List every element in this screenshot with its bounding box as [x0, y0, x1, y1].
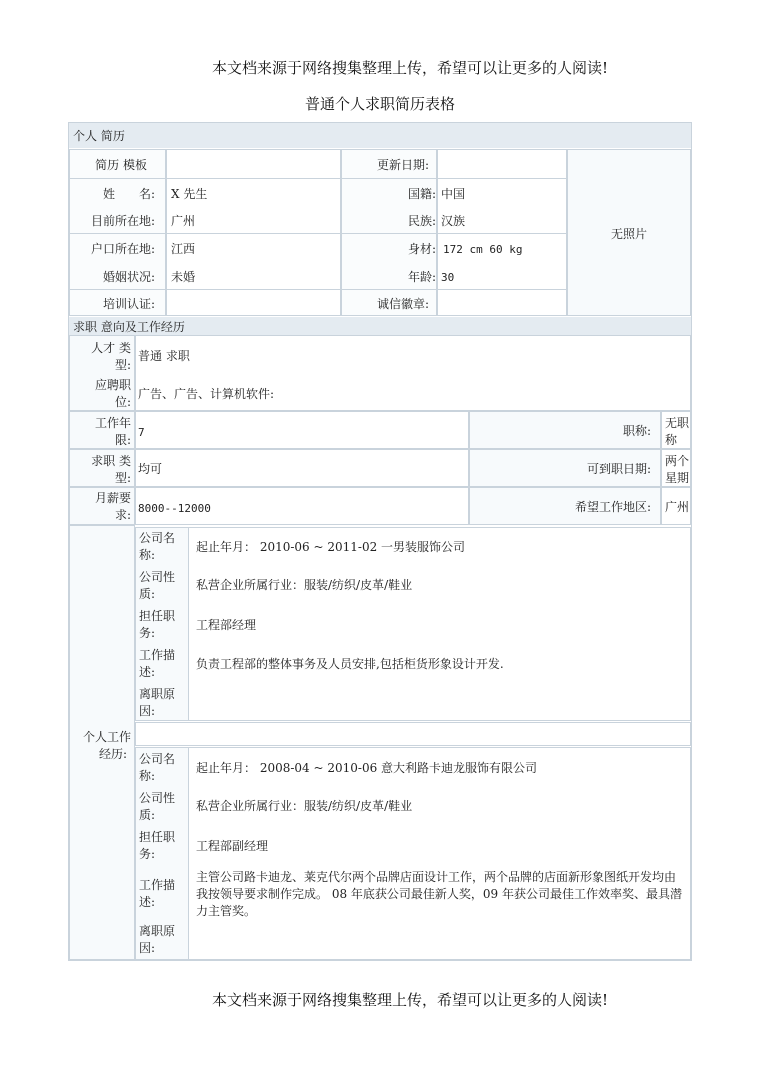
job-2-company-label-2: 称:	[139, 769, 156, 783]
age-label: 年龄:	[407, 270, 436, 284]
position-value: 广告、广告、计算机软件:	[138, 387, 275, 401]
job-1-company-label-2: 称:	[139, 548, 156, 562]
section-intent: 求职 意向及工作经历	[69, 317, 691, 335]
age-value: 30	[441, 271, 455, 284]
jobtype-label-1: 求职 类	[91, 454, 131, 468]
name-value: X 先生	[171, 187, 208, 201]
years-label-1: 工作年	[94, 416, 131, 430]
area-label: 希望工作地区:	[574, 500, 651, 514]
ethnicity-label: 民族:	[407, 214, 436, 228]
job-1-role-value: 工程部经理	[196, 618, 257, 632]
years-value-cell	[135, 411, 469, 449]
salary-label-1: 月薪要	[94, 491, 131, 505]
job-2-company-label-1: 公司名	[139, 752, 176, 766]
location-value: 广州	[171, 214, 196, 228]
job-2-nature-label-2: 质:	[139, 808, 156, 822]
resume-template-label: 简历 模板	[95, 158, 147, 172]
years-label-2: 限:	[114, 433, 131, 447]
title-value-2: 称	[665, 433, 678, 447]
job-2-role-label-1: 担任职	[139, 830, 176, 844]
job-2-company-value: 起止年月： 2008-04 ~ 2010-06 意大利路卡迪龙服饰有限公司	[196, 761, 538, 775]
job-1-role-label-1: 担任职	[139, 609, 176, 623]
hukou-value: 江西	[171, 242, 196, 256]
job-1-nature-label-2: 质:	[139, 587, 156, 601]
job-2-desc-label-1: 工作描	[139, 878, 176, 892]
photo-placeholder: 无照片	[610, 227, 647, 241]
job-1-leave-label-2: 因:	[139, 704, 156, 718]
section-personal: 个人 简历	[69, 123, 691, 148]
job-2-role-label-2: 务:	[139, 847, 156, 861]
title-label: 职称:	[622, 424, 651, 438]
document-title: 普通个人求职简历表格	[304, 95, 455, 113]
salary-label-2: 求:	[114, 508, 131, 522]
job-2-nature-label-1: 公司性	[139, 791, 176, 805]
job-2-desc-label-2: 述:	[139, 895, 156, 909]
nationality-value: 中国	[441, 187, 466, 201]
job-2-leave-label-1: 离职原	[139, 924, 176, 938]
notice-bottom: 本文档来源于网络搜集整理上传，希望可以让更多的人阅读!	[211, 991, 609, 1009]
resume-form	[68, 122, 692, 961]
marital-value: 未婚	[171, 270, 196, 284]
title-value-1: 无职	[665, 416, 690, 430]
salary-value: 8000--12000	[138, 502, 211, 515]
ethnicity-value: 汉族	[441, 214, 466, 228]
job-2-leave-label-2: 因:	[139, 941, 156, 955]
position-label-2: 位:	[114, 395, 131, 409]
years-value: 7	[138, 426, 145, 439]
nationality-label: 国籍:	[407, 187, 436, 201]
job-spacer	[135, 722, 691, 746]
hukou-label: 户口所在地:	[90, 242, 155, 256]
jobtype-value: 均可	[138, 462, 163, 476]
talent-type-value: 普通 求职	[138, 349, 190, 363]
talent-type-label-2: 型:	[114, 358, 131, 372]
training-label: 培训认证:	[102, 297, 155, 311]
start-value-1: 两个	[665, 454, 690, 468]
job-1-nature-label-1: 公司性	[139, 570, 176, 584]
job-2-nature-value: 私营企业所属行业：服装/纺织/皮革/鞋业	[196, 799, 413, 813]
position-label-1: 应聘职	[94, 378, 131, 392]
talent-type-label-1: 人才 类	[91, 341, 131, 355]
job-1-role-label-2: 务:	[139, 626, 156, 640]
location-label: 目前所在地:	[90, 214, 155, 228]
job-1-company-value: 起止年月： 2010-06 ~ 2011-02 一男装服饰公司	[196, 540, 466, 554]
body-value: 172 cm 60 kg	[443, 243, 523, 256]
job-2-role-value: 工程部副经理	[196, 839, 269, 853]
update-date-label: 更新日期:	[376, 158, 429, 172]
body-label: 身材:	[407, 242, 436, 256]
job-1-nature-value: 私营企业所属行业：服装/纺织/皮革/鞋业	[196, 578, 413, 592]
start-label: 可到职日期:	[586, 462, 651, 476]
job-1-company-label-1: 公司名	[139, 531, 176, 545]
start-value-2: 星期	[665, 471, 690, 485]
notice-top: 本文档来源于网络搜集整理上传，希望可以让更多的人阅读!	[211, 59, 609, 77]
job-1-desc-value: 负责工程部的整体事务及人员安排,包括柜货形象设计开发.	[196, 657, 504, 671]
job-1-leave-label-1: 离职原	[139, 687, 176, 701]
jobtype-label-2: 型:	[114, 471, 131, 485]
job-2-desc-value: 主管公司路卡迪龙、莱克代尔两个品牌店面设计工作，两个品牌的店面新形象图纸开发均由我按领导要求制作完成。 08 年底获公司最佳新人奖，09 年获公司最佳工作效率奖、最具潜力主管奖。	[196, 870, 682, 918]
integrity-label: 诚信徽章:	[376, 297, 429, 311]
jobtype-value-cell	[135, 449, 469, 487]
experience-label-2: 经历:	[98, 747, 127, 761]
experience-label-1: 个人工作	[82, 730, 131, 744]
job-1-desc-label-1: 工作描	[139, 648, 176, 662]
area-value: 广州	[665, 500, 690, 514]
job-1-desc-label-2: 述:	[139, 665, 156, 679]
marital-label: 婚姻状况:	[102, 270, 155, 284]
name-label: 姓 名:	[102, 187, 155, 201]
